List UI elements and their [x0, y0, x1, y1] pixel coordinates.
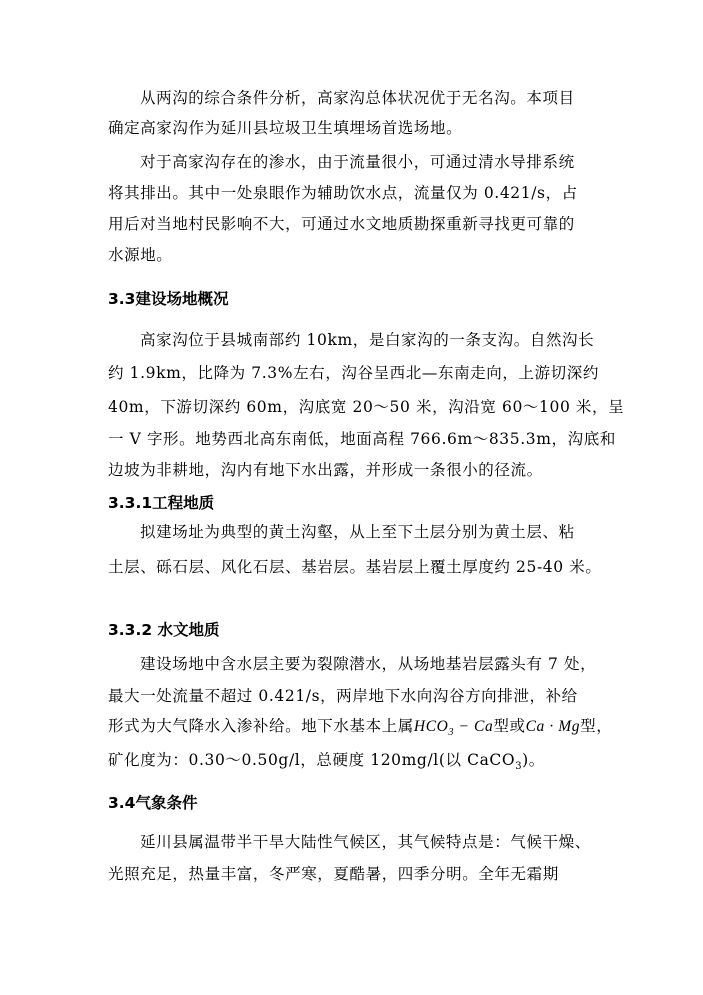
paragraph-line: 对于高家沟存在的渗水，由于流量很小，可通过清水导排系统: [140, 153, 575, 171]
text-run: 矿化度为：0.30～0.50g/l，总硬度 120mg/l(以 CaCO: [108, 751, 516, 769]
paragraph-line: 一 V 字形。地势西北高东南低，地面高程 766.6m～835.3m，沟底和: [108, 430, 616, 448]
paragraph-line: 延川县属温带半干旱大陆性气候区，其气候特点是：气候干燥、: [140, 833, 591, 851]
formula-part: HCO: [413, 718, 449, 735]
paragraph-line: 水源地。: [108, 246, 173, 264]
text-run: 形式为大气降水入渗补给。地下水基本上属: [108, 717, 414, 735]
paragraph-line: 最大一处流量不超过 0.421/s，两岸地下水向沟谷方向排泄，补给: [108, 687, 578, 705]
paragraph-line: [108, 750, 598, 777]
section-heading: 3.3建设场地概况: [108, 290, 229, 308]
subsection-heading: 3.3.2 水文地质: [108, 621, 220, 639]
paragraph-line: [108, 716, 613, 743]
chemical-formula: Ca · Mg: [525, 718, 581, 735]
text-run: )。: [522, 751, 545, 769]
text-run: 型或: [493, 717, 526, 735]
paragraph-line: 光照充足，热量丰富，冬严寒，夏酷暑，四季分明。全年无霜期: [108, 865, 559, 883]
paragraph-line: 确定高家沟作为延川县垃圾卫生填埋场首选场地。: [108, 119, 463, 137]
paragraph-line: 拟建场址为典型的黄土沟壑，从上至下土层分别为黄土层、粘: [140, 523, 575, 541]
section-heading: 3.4气象条件: [108, 794, 198, 812]
paragraph-line: 用后对当地村民影响不大，可通过水文地质勘探重新寻找更可靠的: [108, 215, 575, 233]
paragraph-line: 建设场地中含水层主要为裂隙潜水，从场地基岩层露头有 7 处，: [140, 655, 597, 673]
chemical-formula: [413, 718, 494, 739]
paragraph-line: 从两沟的综合条件分析，高家沟总体状况优于无名沟。本项目: [140, 89, 575, 107]
formula-subscript: 3: [448, 727, 455, 739]
paragraph-line: 40m，下游切深约 60m，沟底宽 20～50 米，沟沿宽 60～100 米，呈: [108, 398, 625, 416]
paragraph-line: 约 1.9km，比降为 7.3%左右，沟谷呈西北—东南走向，上游切深约: [108, 364, 599, 382]
subsection-heading: 3.3.1工程地质: [108, 494, 215, 512]
paragraph-line: 将其排出。其中一处泉眼作为辅助饮水点，流量仅为 0.421/s，占: [108, 184, 578, 202]
paragraph-line: 土层、砾石层、风化石层、基岩层。基岩层上覆土厚度约 25-40 米。: [108, 558, 602, 576]
paragraph-line: 边坡为非耕地，沟内有地下水出露，并形成一条很小的径流。: [108, 461, 543, 479]
formula-part: − Ca: [454, 718, 494, 735]
paragraph-line: 高家沟位于县城南部约 10km，是白家沟的一条支沟。自然沟长: [140, 331, 595, 349]
subscript: 3: [515, 761, 523, 773]
text-run: 型，: [580, 717, 613, 735]
